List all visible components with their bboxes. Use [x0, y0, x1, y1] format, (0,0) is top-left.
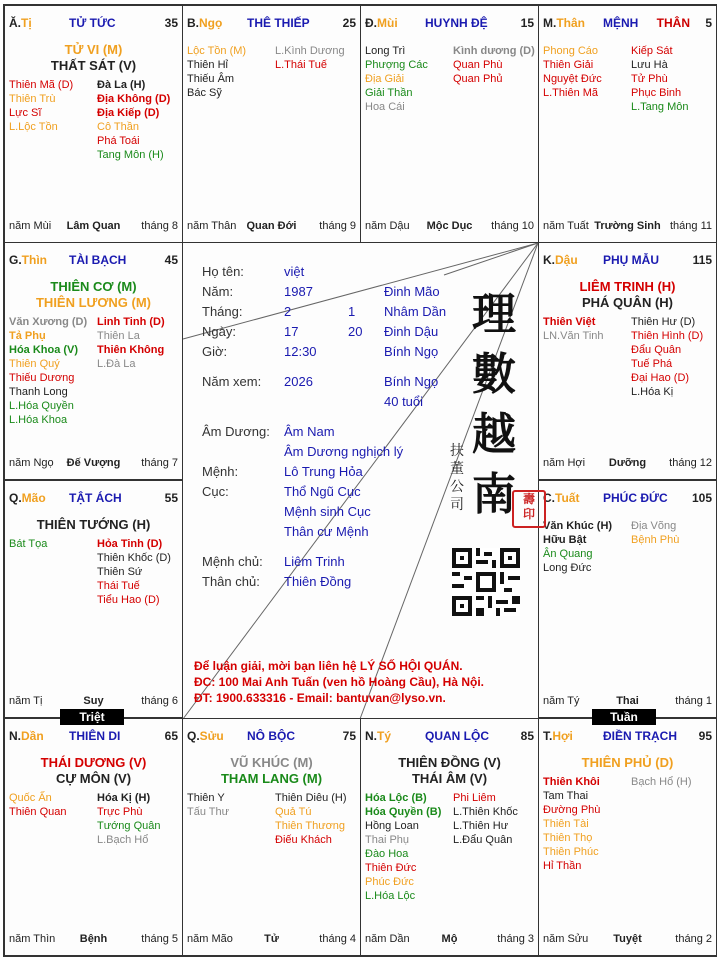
day-can: Đinh Dậu — [384, 324, 439, 339]
right-stars — [631, 519, 679, 547]
star: Hữu Bật — [543, 534, 587, 546]
palace-year: năm Tuất — [543, 220, 589, 232]
star: Thiên Diêu (H) — [275, 792, 347, 804]
palace-header — [543, 491, 712, 507]
star: Thiên Hỉ — [187, 59, 228, 71]
cuc-value: Thổ Ngũ Cục — [284, 484, 361, 499]
logo-side-text: 扶董公司 — [450, 443, 464, 513]
star: Phá Toái — [97, 135, 140, 147]
palace-header — [187, 729, 356, 745]
right-stars — [97, 78, 170, 162]
palace-stage: Đế Vượng — [66, 457, 121, 469]
main-star: THIÊN LƯƠNG (M) — [35, 295, 152, 310]
star: L.Hóa Lộc — [365, 890, 416, 902]
hour-label: Giờ: — [202, 344, 228, 359]
star: Hóa Lộc (B) — [365, 792, 427, 804]
star: Thiên Hư (D) — [631, 316, 696, 328]
star: Thiên Sứ — [97, 566, 143, 578]
logo-seal: 壽 印 — [512, 490, 546, 528]
palace-name: PHÚC ĐỨC — [603, 491, 668, 505]
palace-branch: Q.Sửu — [187, 729, 224, 743]
main-star: PHÁ QUÂN (H) — [582, 295, 673, 310]
star: L.Kình Dương — [275, 45, 345, 57]
palace-header — [543, 253, 712, 269]
palace-year: năm Tý — [543, 695, 580, 707]
thanchu-label: Thân chủ: — [202, 574, 260, 589]
star: Lộc Tồn (M) — [187, 45, 247, 57]
star: Phong Cáo — [543, 45, 599, 57]
palace-name: HUYNH ĐỆ — [425, 16, 488, 30]
star: Long Đức — [543, 562, 592, 574]
palace-name: MỆNH — [603, 16, 639, 30]
tuan-tag: Tuần — [592, 709, 656, 725]
star: L.Thiên Khốc — [453, 806, 518, 818]
star: Thiên Quý — [9, 358, 60, 370]
than-marker: THÂN — [656, 16, 690, 30]
palace-thin — [4, 242, 183, 480]
menhchu-value: Liêm Trinh — [284, 554, 345, 569]
logo-char-4: 南 — [472, 469, 516, 520]
star: Đẩu Quân — [631, 344, 682, 356]
logo-char-3: 越 — [472, 409, 516, 460]
star: L.Thiên Hư — [453, 820, 509, 832]
palace-footer — [187, 933, 356, 947]
palace-month: tháng 9 — [319, 220, 356, 232]
main-star: THÁI ÂM (V) — [411, 771, 488, 786]
star: Long Trì — [365, 45, 406, 57]
palace-name: ĐIỀN TRẠCH — [603, 729, 677, 743]
star: Văn Xương (D) — [9, 316, 88, 328]
triet-tag: Triệt — [60, 709, 124, 725]
star: Hỉ Thần — [543, 860, 582, 872]
year-label: Năm: — [202, 284, 234, 299]
star: Tang Môn (H) — [97, 149, 164, 161]
star: L.Bạch Hổ — [97, 834, 149, 846]
star: Thiên La — [97, 330, 140, 342]
main-star: THIÊN TƯỚNG (H) — [36, 517, 151, 532]
palace-footer — [543, 220, 712, 234]
logo-char-2: 數 — [472, 349, 516, 400]
palace-age: 65 — [164, 729, 178, 743]
palace-footer — [9, 457, 178, 471]
star: Điếu Khách — [275, 834, 332, 846]
star: Địa Kiếp (D) — [97, 107, 160, 119]
year-value: 1987 — [284, 284, 313, 299]
palace-age: 105 — [691, 491, 712, 505]
palace-name: THÊ THIẾP — [247, 16, 310, 30]
palace-stage: Lâm Quan — [66, 220, 121, 232]
palace-stage: Dưỡng — [608, 457, 647, 469]
main-star: VŨ KHÚC (M) — [230, 755, 313, 770]
left-stars — [9, 78, 73, 134]
menh-label: Mệnh: — [202, 464, 239, 479]
logo-char-1: 理 — [472, 289, 516, 340]
palace-age: 35 — [164, 16, 178, 30]
left-stars — [543, 44, 602, 100]
palace-branch: M.Thân — [543, 16, 586, 30]
star: Thiên Khôi — [543, 776, 600, 788]
center-info — [182, 242, 538, 718]
palace-year: năm Dần — [365, 933, 410, 945]
palace-branch: T.Hợi — [543, 729, 573, 743]
star: Thiên Thọ — [543, 832, 593, 844]
main-star: THAM LANG (M) — [220, 771, 323, 786]
right-stars — [631, 315, 703, 399]
palace-age: 85 — [520, 729, 534, 743]
star: Tướng Quân — [97, 820, 161, 832]
left-stars — [187, 44, 246, 100]
main-star: THẤT SÁT (V) — [50, 58, 137, 73]
palace-ty2 — [360, 718, 539, 956]
qr-code-icon — [452, 548, 520, 616]
palace-year: năm Dậu — [365, 220, 410, 232]
star: Quả Tú — [275, 806, 312, 818]
left-stars — [9, 537, 47, 551]
star: Thiên Tài — [543, 818, 589, 830]
palace-name: TÀI BẠCH — [69, 253, 127, 267]
right-stars — [453, 791, 518, 847]
star: Tả Phụ — [9, 330, 46, 342]
palace-name: NÔ BỘC — [247, 729, 295, 743]
palace-month: tháng 8 — [141, 220, 178, 232]
star: Quan Phủ — [453, 73, 503, 85]
palace-year: năm Mùi — [9, 220, 52, 232]
star: Thiên Quan — [9, 806, 67, 818]
menhchu-label: Mệnh chủ: — [202, 554, 263, 569]
view-year-can: Bính Ngọ — [384, 374, 439, 389]
palace-stage: Tử — [264, 933, 279, 945]
star: Tuế Phá — [631, 358, 673, 370]
star: L.Đẩu Quân — [453, 834, 513, 846]
right-stars — [97, 791, 161, 847]
palace-name: QUAN LỘC — [425, 729, 489, 743]
star: Quốc Ấn — [9, 792, 52, 804]
star: Thiên Việt — [543, 316, 596, 328]
star: Hóa Quyền (B) — [365, 806, 442, 818]
star: Bệnh Phù — [631, 534, 680, 546]
left-stars — [9, 315, 87, 427]
month-can: Nhâm Dần — [384, 304, 447, 319]
star: Cô Thần — [97, 121, 139, 133]
star: Thiên Thương — [275, 820, 346, 832]
palace-footer — [9, 933, 178, 947]
palace-footer — [543, 457, 712, 471]
star: Phi Liêm — [453, 792, 496, 804]
palace-than — [538, 5, 717, 243]
palace-branch: N.Tý — [365, 729, 392, 743]
right-stars — [97, 537, 171, 607]
star: Kình dương (D) — [453, 45, 535, 57]
right-stars — [275, 44, 345, 72]
main-star: THÁI DƯƠNG (V) — [40, 755, 147, 770]
star: Lực Sĩ — [9, 107, 42, 119]
right-stars — [275, 791, 347, 847]
palace-ngo — [182, 5, 361, 243]
name-label: Họ tên: — [202, 264, 244, 279]
palace-month: tháng 5 — [141, 933, 178, 945]
star: LN.Văn Tinh — [543, 330, 604, 342]
palace-tuat — [538, 480, 717, 718]
main-star: CỰ MÔN (V) — [55, 771, 132, 786]
palace-header — [187, 16, 356, 32]
palace-footer — [543, 933, 712, 947]
star: Bác Sỹ — [187, 87, 222, 99]
star: Phục Binh — [631, 87, 682, 99]
palace-month: tháng 7 — [141, 457, 178, 469]
star: Thiên Y — [187, 792, 225, 804]
view-year-value: 2026 — [284, 374, 313, 389]
star: Lưu Hà — [631, 59, 668, 71]
main-star: LIÊM TRINH (H) — [579, 279, 676, 294]
palace-year: năm Mão — [187, 933, 233, 945]
palace-month: tháng 4 — [319, 933, 356, 945]
star: Quan Phù — [453, 59, 503, 71]
contact-line-3: ĐT: 1900.633316 - Email: bantuvan@lyso.vn. — [194, 691, 446, 705]
star: Thiên Giải — [543, 59, 594, 71]
star: Thái Tuế — [97, 580, 140, 592]
star: Tấu Thư — [187, 806, 230, 818]
palace-header — [9, 491, 178, 507]
star: Thiên Khốc (D) — [97, 552, 171, 564]
star: Trực Phù — [97, 806, 143, 818]
star: L.Hóa Khoa — [9, 414, 68, 426]
palace-name: TẬT ÁCH — [69, 491, 122, 505]
star: Tử Phù — [631, 73, 668, 85]
palace-stage: Trường Sinh — [594, 220, 661, 232]
palace-footer — [187, 220, 356, 234]
palace-header — [9, 16, 178, 32]
amduong-label: Âm Dương: — [202, 424, 270, 439]
palace-stage: Bệnh — [79, 933, 108, 945]
name-value: việt — [284, 264, 305, 279]
palace-header — [9, 729, 178, 745]
amduong-note: Âm Dương nghịch lý — [284, 444, 404, 459]
palace-footer — [9, 695, 178, 709]
star: Thiên Không — [97, 344, 165, 356]
palace-ty — [4, 5, 183, 243]
palace-hoi — [538, 718, 717, 956]
star: Thiên Trù — [9, 93, 56, 105]
palace-month: tháng 1 — [675, 695, 712, 707]
star: Thiếu Âm — [187, 73, 235, 85]
palace-header — [365, 729, 534, 745]
palace-stage: Mộ — [441, 933, 458, 945]
day-label: Ngày: — [202, 324, 236, 339]
right-stars — [631, 44, 688, 114]
month-b: 1 — [348, 304, 356, 319]
star: Hóa Kị (H) — [97, 792, 151, 804]
palace-year: năm Thân — [187, 220, 237, 232]
amduong-value: Âm Nam — [284, 424, 335, 439]
palace-mao — [4, 480, 183, 718]
palace-footer — [365, 933, 534, 947]
hour-can: Bính Ngọ — [384, 344, 439, 359]
palace-name: THIÊN DI — [69, 729, 121, 743]
cuc-label: Cục: — [202, 484, 229, 499]
palace-month: tháng 3 — [497, 933, 534, 945]
age-value: 40 tuổi — [384, 394, 424, 409]
palace-footer — [9, 220, 178, 234]
star: Đào Hoa — [365, 848, 409, 860]
left-stars — [365, 791, 441, 903]
left-stars — [543, 519, 612, 575]
menh-value: Lô Trung Hỏa — [284, 464, 363, 479]
contact-line-2: ĐC: 100 Mai Anh Tuấn (ven hồ Hoàng Cầu), Hà Nội. — [194, 675, 485, 689]
star: Kiếp Sát — [631, 45, 673, 57]
star: Giải Thần — [365, 87, 413, 99]
star: Địa Không (D) — [97, 93, 171, 105]
star: L.Hóa Quyền — [9, 400, 74, 412]
palace-age: 95 — [698, 729, 712, 743]
palace-month: tháng 12 — [669, 457, 712, 469]
palace-age: 15 — [520, 16, 534, 30]
palace-age: 5 — [705, 16, 712, 30]
palace-month: tháng 10 — [491, 220, 534, 232]
palace-header — [9, 253, 178, 269]
hour-value: 12:30 — [284, 344, 317, 359]
star: Thiên Phúc — [543, 846, 599, 858]
day-b: 20 — [348, 324, 363, 339]
palace-year: năm Thìn — [9, 933, 56, 945]
star: Đà La (H) — [97, 79, 146, 91]
thanchu-value: Thiên Đồng — [284, 574, 352, 589]
star: Địa Giải — [365, 73, 405, 85]
palace-mui — [360, 5, 539, 243]
palace-age: 75 — [342, 729, 356, 743]
palace-branch: Ă.Tị — [9, 16, 32, 30]
star: Thiên Đức — [365, 862, 417, 874]
palace-month: tháng 11 — [669, 220, 712, 232]
star: Đại Hao (D) — [631, 372, 690, 384]
palace-name: TỬ TỨC — [69, 16, 116, 30]
left-stars — [543, 315, 604, 343]
star: Thai Phụ — [365, 834, 410, 846]
month-a: 2 — [284, 304, 292, 319]
palace-stage: Quan Đới — [246, 220, 297, 232]
right-stars — [453, 44, 535, 86]
star: L.Thiên Mã — [543, 87, 599, 99]
palace-suu — [182, 718, 361, 956]
star: Nguyệt Đức — [543, 73, 602, 85]
palace-stage: Mộc Dục — [426, 220, 473, 232]
star: Thiên Mã (D) — [9, 79, 74, 91]
palace-footer — [365, 220, 534, 234]
cuc-note-1: Mệnh sinh Cục — [284, 504, 371, 519]
palace-dan — [4, 718, 183, 956]
star: Bạch Hổ (H) — [631, 776, 692, 788]
palace-footer — [543, 695, 712, 709]
palace-branch: G.Thìn — [9, 253, 47, 267]
palace-age: 25 — [342, 16, 356, 30]
palace-stage: Tuyệt — [613, 933, 642, 945]
palace-month: tháng 2 — [675, 933, 712, 945]
star: Hóa Khoa (V) — [9, 344, 79, 356]
palace-age: 55 — [164, 491, 178, 505]
year-can: Đinh Mão — [384, 284, 440, 299]
palace-year: năm Hợi — [543, 457, 586, 469]
star: Hỏa Tinh (D) — [97, 538, 163, 550]
star: Đường Phù — [543, 804, 601, 816]
palace-header — [543, 729, 712, 745]
main-star: THIÊN CƠ (M) — [50, 279, 137, 294]
left-stars — [543, 775, 600, 873]
palace-branch: C.Tuất — [543, 491, 580, 505]
view-year-label: Năm xem: — [202, 374, 262, 389]
star: Bát Tọa — [9, 538, 48, 550]
right-stars — [631, 775, 692, 789]
palace-branch: N.Dần — [9, 729, 44, 743]
contact-line-1: Để luận giải, mời bạn liên hệ LÝ SỐ HỘI QUÁN. — [194, 659, 463, 673]
left-stars — [187, 791, 229, 819]
star: Tiểu Hao (D) — [97, 594, 160, 606]
star: Hồng Loan — [365, 820, 419, 832]
cuc-note-2: Thân cư Mệnh — [284, 524, 369, 539]
palace-age: 115 — [692, 253, 712, 267]
star: Hoa Cái — [365, 101, 405, 113]
star: L.Tang Môn — [631, 101, 689, 113]
star: L.Đà La — [97, 358, 136, 370]
palace-stage: Thai — [616, 695, 639, 707]
palace-age: 45 — [164, 253, 178, 267]
star: L.Lộc Tồn — [9, 121, 58, 133]
month-label: Tháng: — [202, 304, 243, 319]
right-stars — [97, 315, 165, 371]
palace-branch: K.Dậu — [543, 253, 578, 267]
star: L.Thái Tuế — [275, 59, 327, 71]
main-star: TỬ VI (M) — [64, 42, 123, 57]
palace-name: PHỤ MẪU — [603, 253, 659, 267]
star: L.Hóa Kị — [631, 386, 674, 398]
star: Tam Thai — [543, 790, 589, 802]
star: Địa Võng — [631, 520, 677, 532]
main-star: THIÊN PHỦ (D) — [581, 755, 674, 770]
palace-header — [543, 16, 712, 32]
palace-stage: Suy — [83, 695, 104, 707]
main-star: THIÊN ĐỒNG (V) — [398, 755, 501, 770]
star: Văn Khúc (H) — [543, 520, 613, 532]
left-stars — [365, 44, 428, 114]
star: Thiên Hình (D) — [631, 330, 704, 342]
palace-branch: Q.Mão — [9, 491, 46, 505]
palace-dau — [538, 242, 717, 480]
day-a: 17 — [284, 324, 299, 339]
palace-branch: Đ.Mùi — [365, 16, 398, 30]
palace-header — [365, 16, 534, 32]
star: Thanh Long — [9, 386, 68, 398]
star: Ân Quang — [543, 548, 593, 560]
left-stars — [9, 791, 66, 819]
star: Thiếu Dương — [9, 372, 75, 384]
star: Linh Tinh (D) — [97, 316, 165, 328]
star: Phúc Đức — [365, 876, 414, 888]
palace-year: năm Tị — [9, 695, 43, 707]
palace-year: năm Ngọ — [9, 457, 54, 469]
star: Phượng Các — [365, 59, 428, 71]
palace-branch: B.Ngọ — [187, 16, 223, 30]
palace-year: năm Sửu — [543, 933, 589, 945]
palace-month: tháng 6 — [141, 695, 178, 707]
